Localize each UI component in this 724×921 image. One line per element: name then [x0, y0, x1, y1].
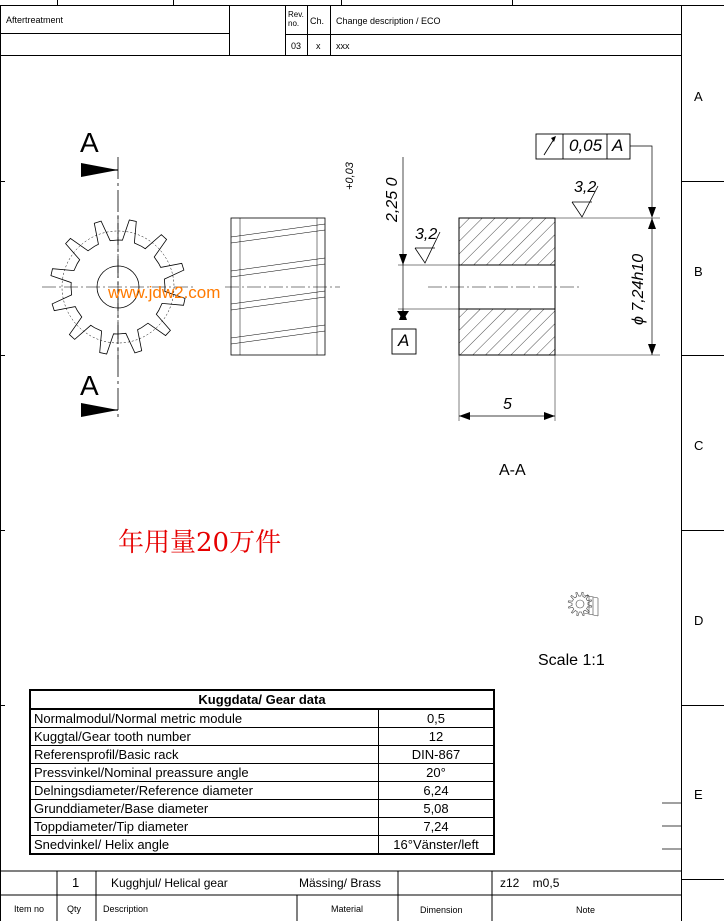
aftertreatment-label: Aftertreatment: [6, 15, 64, 25]
part-description: Kugghjul/ Helical gear: [111, 876, 228, 890]
header-dimension: Dimension: [420, 905, 463, 915]
bore-dimension: 2,25 0: [384, 177, 401, 222]
row-value: 12: [379, 728, 495, 746]
row-label: Snedvinkel/ Helix angle: [30, 836, 379, 855]
zone-a-label: A: [694, 89, 703, 104]
row-label: Normalmodul/Normal metric module: [30, 709, 379, 728]
datum-label: A: [398, 331, 410, 350]
row-label: Pressvinkel/Nominal preassure angle: [30, 764, 379, 782]
header-description: Description: [103, 904, 149, 914]
roughness-label-2: 3,2: [574, 179, 597, 196]
gear-data-table: [29, 689, 495, 855]
section-mark-top: A: [80, 127, 99, 158]
row-label: Referensprofil/Basic rack: [30, 746, 379, 764]
row-label: Kuggtal/Gear tooth number: [30, 728, 379, 746]
zone-d-label: D: [694, 613, 704, 628]
gear-data-title: Kuggdata/ Gear data: [30, 690, 494, 709]
watermark: www.jdw2.com: [108, 283, 221, 302]
tolerance-upper: +0,03: [344, 162, 356, 190]
rev-value: 03: [291, 41, 302, 51]
section-mark-bottom: A: [80, 370, 99, 401]
change-value: xxx: [336, 41, 350, 51]
runout-datum: A: [612, 136, 624, 155]
table-row: [30, 764, 494, 782]
zone-b-label: B: [694, 264, 703, 279]
header-qty: Qty: [67, 904, 82, 914]
row-value: DIN-867: [379, 746, 495, 764]
table-row: [30, 818, 494, 836]
roughness-label-1: 3,2: [415, 226, 438, 243]
row-label: Delningsdiameter/Reference diameter: [30, 782, 379, 800]
diameter-dimension: ϕ 7,24h10: [630, 253, 647, 325]
table-row: [30, 782, 494, 800]
ch-value: x: [316, 41, 321, 51]
header-item-no: Item no: [14, 904, 45, 914]
width-dimension: 5: [503, 396, 512, 413]
rev-no-label: Rev. no.: [288, 10, 304, 28]
row-value: 16°Vänster/left: [379, 836, 495, 855]
table-row: [30, 836, 494, 855]
section-view: [397, 146, 660, 421]
part-qty: 1: [72, 875, 80, 890]
table-row: [30, 728, 494, 746]
gear-side-view: [225, 218, 340, 355]
header-material: Material: [331, 904, 364, 914]
row-label: Toppdiameter/Tip diameter: [30, 818, 379, 836]
ch-label: Ch.: [310, 16, 325, 26]
scale-label: Scale 1:1: [538, 652, 605, 669]
row-value: 20°: [379, 764, 495, 782]
row-value: 6,24: [379, 782, 495, 800]
section-title: A-A: [499, 462, 526, 479]
zone-c-label: C: [694, 438, 704, 453]
row-label: Grunddiameter/Base diameter: [30, 800, 379, 818]
row-value: 7,24: [379, 818, 495, 836]
gear-thumbnail: [568, 592, 598, 616]
row-value: 0,5: [379, 709, 495, 728]
zone-e-label: E: [694, 787, 703, 802]
table-row: [30, 746, 494, 764]
header-note: Note: [576, 905, 596, 915]
table-row: [30, 800, 494, 818]
part-material: Mässing/ Brass: [299, 876, 382, 890]
part-note: z12 m0,5: [500, 876, 560, 890]
table-row: [30, 709, 494, 728]
runout-value: 0,05: [569, 136, 603, 155]
annual-volume-note: 年用量20万件: [118, 528, 282, 558]
change-description-label: Change description / ECO: [336, 16, 441, 26]
row-value: 5,08: [379, 800, 495, 818]
